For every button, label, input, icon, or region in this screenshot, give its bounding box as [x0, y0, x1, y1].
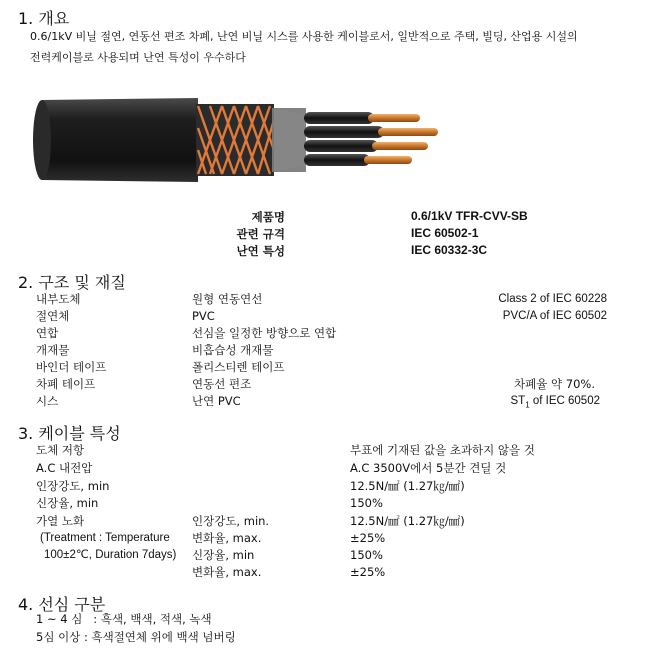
product-label-name: 제품명	[251, 210, 285, 224]
product-value-standard: IEC 60502-1	[411, 226, 479, 240]
structure-material-7: 난연 PVC	[192, 394, 241, 408]
product-value-flame: IEC 60332-3C	[411, 243, 488, 257]
structure-material-4: 비흡습성 개재물	[192, 343, 274, 357]
char-tensile-value: 12.5N/㎟ (1.27㎏/㎟)	[350, 479, 465, 493]
char-aging-value-3: 150%	[350, 548, 383, 562]
char-aging-name-3: 신장율, min	[192, 548, 255, 562]
char-aging-condition-1: (Treatment : Temperature	[40, 532, 170, 544]
char-aging-name-1: 인장강도, min.	[192, 514, 270, 528]
product-label-standard: 관련 규격	[236, 227, 285, 241]
structure-name-7: 시스	[36, 394, 59, 408]
structure-name-6: 차폐 테이프	[36, 377, 96, 391]
char-aging-label: 가열 노화	[36, 514, 85, 528]
structure-material-5: 폴리스티렌 테이프	[192, 360, 285, 374]
structure-spec-7: $ST_1$ of IEC 60502	[510, 395, 600, 410]
structure-material-1: 원형 연동연선	[192, 292, 263, 306]
characteristics-heading: 3. 케이블 특성	[18, 424, 121, 443]
structure-name-1: 내부도체	[36, 292, 81, 306]
char-aging-name-4: 변화율, max.	[192, 565, 262, 579]
structure-material-3: 선심을 일정한 방향으로 연합	[192, 326, 337, 340]
char-ac-label: A.C 내전압	[36, 461, 93, 475]
overview-line-2: 전력케이블로 사용되며 난연 특성이 우수하다	[30, 51, 246, 64]
structure-material-2: PVC	[192, 309, 215, 323]
cores-line-1: 1 ~ 4 심 : 흑색, 백색, 적색, 녹색	[36, 612, 212, 626]
product-label-flame: 난연 특성	[236, 244, 285, 258]
overview-line-1: 0.6/1kV 비닐 절연, 연동선 편조 차폐, 난연 비닐 시스를 사용한 케이블로서, 일반적으로 주택, 빌딩, 산업용 시설의	[30, 30, 578, 43]
product-value-name: 0.6/1kV TFR-CVV-SB	[411, 209, 528, 223]
structure-spec-2: PVC/A of IEC 60502	[502, 310, 607, 322]
cores-line-2: 5심 이상 : 흑색절연체 위에 백색 넘버링	[36, 630, 236, 644]
char-resistance-label: 도체 저항	[36, 443, 85, 457]
char-tensile-label: 인장강도, min	[36, 479, 110, 493]
structure-material-6: 연동선 편조	[192, 377, 252, 391]
structure-name-3: 연합	[36, 326, 59, 340]
char-aging-value-4: ±25%	[350, 565, 386, 579]
structure-spec-1: Class 2 of IEC 60228	[498, 293, 607, 305]
cable-image	[28, 90, 448, 190]
structure-name-4: 개재물	[36, 343, 70, 357]
cores-heading: 4. 선심 구분	[18, 595, 106, 614]
char-aging-value-1: 12.5N/㎟ (1.27㎏/㎟)	[350, 514, 465, 528]
structure-spec-6: 차폐율 약 70%.	[514, 377, 595, 391]
structure-heading: 2. 구조 및 재질	[18, 273, 126, 292]
char-resistance-value: 부표에 기재된 값을 초과하지 않을 것	[350, 443, 535, 457]
char-aging-condition-2: 100±2℃, Duration 7days)	[44, 549, 177, 561]
char-ac-value: A.C 3500V에서 5분간 견딜 것	[350, 461, 507, 475]
char-elongation-value: 150%	[350, 496, 383, 510]
char-elongation-label: 신장율, min	[36, 496, 99, 510]
overview-heading: 1. 개요	[18, 9, 70, 28]
char-aging-value-2: ±25%	[350, 531, 386, 545]
structure-name-5: 바인더 테이프	[36, 360, 107, 374]
structure-name-2: 절연체	[36, 309, 70, 323]
char-aging-name-2: 변화율, max.	[192, 531, 262, 545]
